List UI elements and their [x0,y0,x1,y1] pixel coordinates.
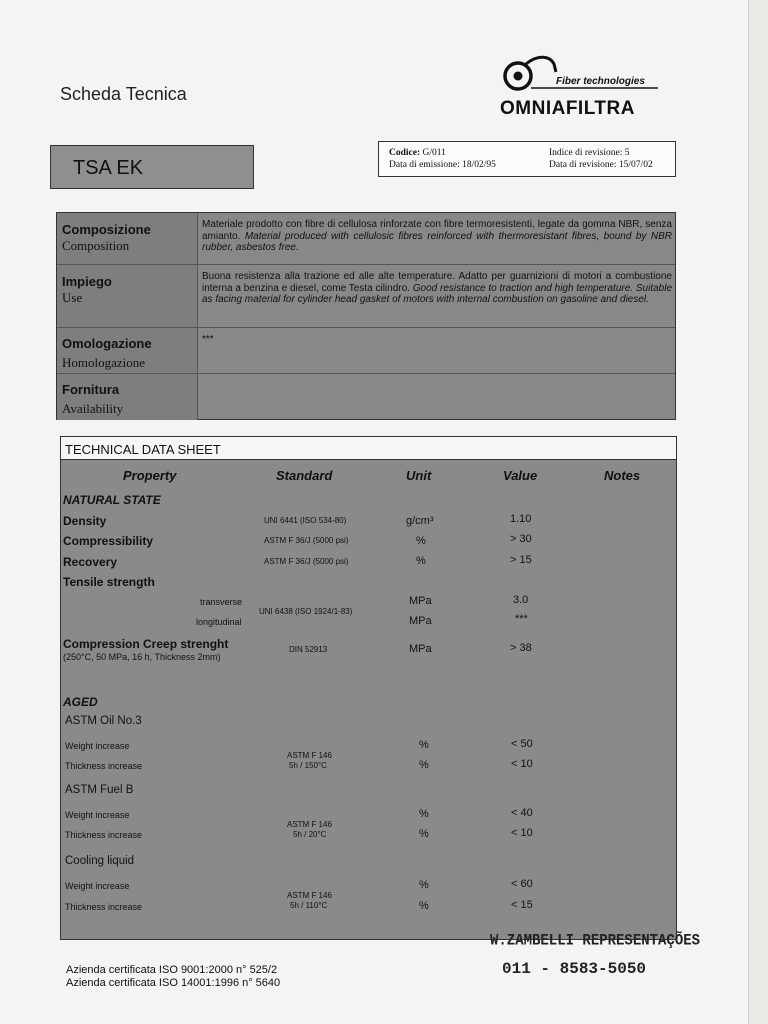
oil-thickness-unit: % [419,759,429,771]
indice-label: Indice di revisione: [549,148,623,158]
tds-title: TECHNICAL DATA SHEET [65,442,221,457]
col-value: Value [503,468,538,483]
label-it: Fornitura [62,382,120,397]
cooling-weight-unit: % [419,879,429,891]
revision-box [378,141,676,177]
oil-thickness-value: < 10 [511,758,533,770]
fuel-standard-line2: 5h / 20°C [293,830,327,839]
codice-label: Codice: [389,148,421,158]
emissione-label: Data di emissione: [389,160,460,170]
compressibility-unit: % [416,535,426,547]
homologation-row [57,327,675,374]
label-it: Composizione [62,222,151,237]
cooling-label: Cooling liquid [65,855,135,867]
codice-field [389,148,446,158]
fuel-weight-value: < 40 [511,807,533,819]
label-en: Use [62,290,83,305]
logo-mark-icon [498,50,668,100]
transverse-label: transverse [200,597,243,607]
use-row [57,264,675,328]
oil-weight-value: < 50 [511,738,533,750]
compressibility-standard: ASTM F 36/J (5000 psi) [264,536,349,545]
emissione-value: 18/02/95 [462,160,496,170]
oil-label: ASTM Oil No.3 [65,715,142,727]
cooling-thickness-unit: % [419,900,429,912]
fuel-thickness-value: < 10 [511,827,533,839]
natural-state-heading: NATURAL STATE [63,493,161,507]
longitudinal-label: longitudinal [196,617,242,627]
logo-tagline: Fiber technologies [556,76,645,87]
logo-brand: OMNIAFILTRA [500,98,635,119]
cooling-thickness-label: Thickness increase [65,902,143,912]
oil-weight-unit: % [419,739,429,751]
fuel-weight-unit: % [419,808,429,820]
col-standard: Standard [276,468,333,483]
oil-weight-label: Weight increase [65,741,130,751]
product-code: TSA EK [73,157,144,179]
indice-value: 5 [624,148,630,158]
revisione-field [549,160,653,170]
homologation-text [202,334,672,346]
oil-standard-line2: 5h / 150°C [289,761,327,770]
certification-14001: Azienda certificata ISO 14001:1996 n° 5640 [66,977,281,989]
creep-unit: MPa [409,643,432,655]
emissione-field [389,160,496,170]
oil-thickness-label: Thickness increase [65,761,143,771]
document-title: Scheda Tecnica [60,84,187,104]
recovery-unit: % [416,555,426,567]
composition-label-cell [57,213,198,264]
fuel-standard-line1: ASTM F 146 [287,820,332,829]
compressibility-label: Compressibility [63,534,154,548]
cooling-thickness-value: < 15 [511,899,533,911]
cooling-standard-line1: ASTM F 146 [287,891,332,900]
tensile-label: Tensile strength [63,575,155,589]
cooling-weight-label: Weight increase [65,881,130,891]
fuel-label: ASTM Fuel B [65,784,134,796]
label-it: Impiego [62,274,112,289]
indice-field [549,148,629,158]
stamp-phone: 011 - 8583-5050 [502,960,647,978]
compressibility-value: > 30 [510,533,532,545]
creep-conditions: (250°C, 50 MPa, 16 h, Thickness 2mm) [63,652,221,662]
density-label: Density [63,514,107,528]
text-en: Good resistance to traction and high temperature. Suitable as facing material for cylinder head gasket of motors with internal combustion on gasoline and diesel. [202,282,673,305]
recovery-label: Recovery [63,555,118,569]
composition-text [202,219,672,254]
text-it: Materiale prodotto con fibre di cellulosa rinforzate con fibre termoresistenti, legate da gomma NBR, senza amianto. [202,219,672,242]
tds-title-bar [61,437,676,460]
transverse-unit: MPa [409,595,432,607]
recovery-standard: ASTM F 36/J (5000 psi) [264,557,349,566]
col-property: Property [123,468,177,483]
label-en: Availability [62,401,124,416]
density-value: 1.10 [510,513,532,525]
density-standard: UNI 6441 (ISO 534-80) [264,516,347,525]
product-code-box [50,145,254,189]
label-en: Composition [62,238,130,253]
text-it: *** [202,334,214,345]
technical-data-sheet [60,436,677,940]
fuel-thickness-label: Thickness increase [65,830,143,840]
text-it: Buona resistenza alla trazione ed alle alte temperature. Adatto per guarnizioni di motori a combustione interna a benzina e diesel, come Testa cilindro. [202,271,672,294]
use-text [202,271,672,306]
aged-heading: AGED [63,695,98,709]
fuel-weight-label: Weight increase [65,810,130,820]
use-label-cell [57,265,198,328]
revisione-label: Data di revisione: [549,160,617,170]
revisione-value: 15/07/02 [618,160,653,170]
certification-9001: Azienda certificata ISO 9001:2000 n° 525/2 [66,964,278,976]
density-unit: g/cm³ [406,515,434,527]
recovery-value: > 15 [510,554,532,566]
transverse-value: 3.0 [513,594,529,606]
col-notes: Notes [604,468,641,483]
cooling-weight-value: < 60 [511,878,533,890]
longitudinal-unit: MPa [409,615,432,627]
omniafiltra-logo [498,50,668,122]
creep-standard: DIN 52913 [289,645,328,654]
availability-label-cell [57,374,198,420]
tensile-standard: UNI 6438 (ISO 1924/1-83) [259,607,353,616]
label-en: Homologazione [62,355,146,370]
availability-row [57,373,675,420]
codice-value: G/011 [422,148,446,158]
composition-table [56,212,676,420]
text-en: Material produced with cellulosic fibres reinforced with thermoresistant fibres, bound by NBR rubber, asbestos free. [202,230,673,253]
label-it: Omologazione [62,336,152,351]
page-edge [748,0,768,1024]
longitudinal-value: *** [515,613,528,625]
homologation-label-cell [57,328,198,374]
fuel-thickness-unit: % [419,828,429,840]
creep-label: Compression Creep strenght [63,637,229,651]
stamp-name: W.ZAMBELLI REPRESENTAÇÕES [490,931,701,951]
composition-row [57,213,675,264]
col-unit: Unit [406,468,432,483]
creep-value: > 38 [510,642,532,654]
cooling-standard-line2: 5h / 110°C [290,901,328,910]
oil-standard-line1: ASTM F 146 [287,751,332,760]
